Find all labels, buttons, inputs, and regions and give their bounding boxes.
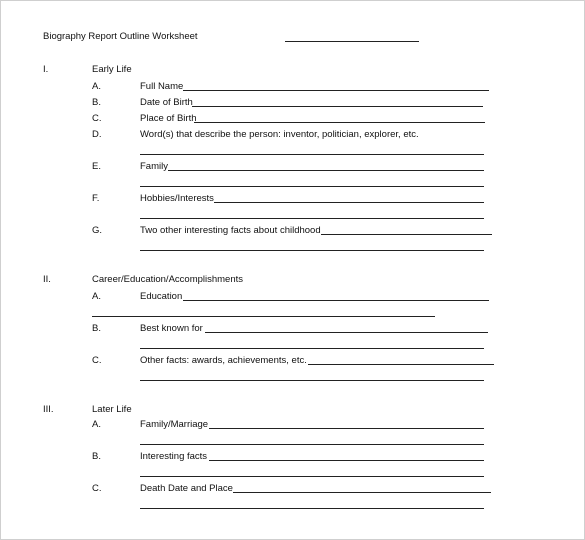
item-letter: E. — [92, 161, 101, 172]
answer-line — [140, 348, 484, 349]
section-numeral-2: II. — [43, 274, 51, 285]
answer-line — [168, 170, 484, 171]
answer-line — [140, 380, 484, 381]
answer-line — [92, 316, 435, 317]
answer-line — [214, 202, 484, 203]
item-label-date-of-birth: Date of Birth — [140, 97, 193, 108]
item-letter: G. — [92, 225, 103, 236]
answer-line — [140, 476, 484, 477]
section-title-career: Career/Education/Accomplishments — [92, 274, 244, 285]
item-letter: B. — [92, 451, 101, 462]
item-label-family: Family — [140, 161, 168, 172]
answer-line — [140, 154, 484, 155]
item-letter: B. — [92, 323, 101, 334]
name-blank-line — [285, 41, 419, 42]
item-label-education: Education — [140, 291, 183, 302]
answer-line — [308, 364, 494, 365]
answer-line — [140, 218, 484, 219]
item-label-death-date: Death Date and Place — [140, 483, 233, 494]
section-title-early-life: Early Life — [92, 64, 132, 75]
answer-line — [140, 444, 484, 445]
section-title-later-life: Later Life — [92, 404, 132, 415]
item-letter: C. — [92, 113, 102, 124]
answer-line — [205, 332, 488, 333]
item-label-childhood-facts: Two other interesting facts about childhood — [140, 225, 321, 236]
item-letter: D. — [92, 129, 102, 140]
section-numeral-3: III. — [43, 404, 54, 415]
worksheet-title: Biography Report Outline Worksheet — [43, 31, 198, 42]
item-label-place-of-birth: Place of Birth — [140, 113, 197, 124]
item-letter: A. — [92, 419, 101, 430]
answer-line — [140, 186, 484, 187]
section-numeral-1: I. — [43, 64, 49, 75]
answer-line — [194, 122, 485, 123]
item-label-hobbies: Hobbies/Interests — [140, 193, 214, 204]
answer-line — [209, 428, 484, 429]
answer-line — [140, 250, 484, 251]
answer-line — [233, 492, 491, 493]
item-label-descriptors: Word(s) that describe the person: inventor, politician, explorer, etc. — [140, 129, 419, 140]
item-letter: A. — [92, 291, 101, 302]
item-label-family-marriage: Family/Marriage — [140, 419, 209, 430]
item-letter: A. — [92, 81, 101, 92]
answer-line — [321, 234, 492, 235]
answer-line — [140, 508, 484, 509]
item-label-interesting-facts: Interesting facts — [140, 451, 208, 462]
item-letter: C. — [92, 483, 102, 494]
answer-line — [209, 460, 484, 461]
item-label-full-name: Full Name — [140, 81, 184, 92]
answer-line — [192, 106, 483, 107]
item-label-best-known-for: Best known for — [140, 323, 203, 334]
answer-line — [183, 300, 489, 301]
item-letter: F. — [92, 193, 100, 204]
item-letter: C. — [92, 355, 102, 366]
answer-line — [183, 90, 489, 91]
item-label-other-facts: Other facts: awards, achievements, etc. — [140, 355, 307, 366]
item-letter: B. — [92, 97, 101, 108]
